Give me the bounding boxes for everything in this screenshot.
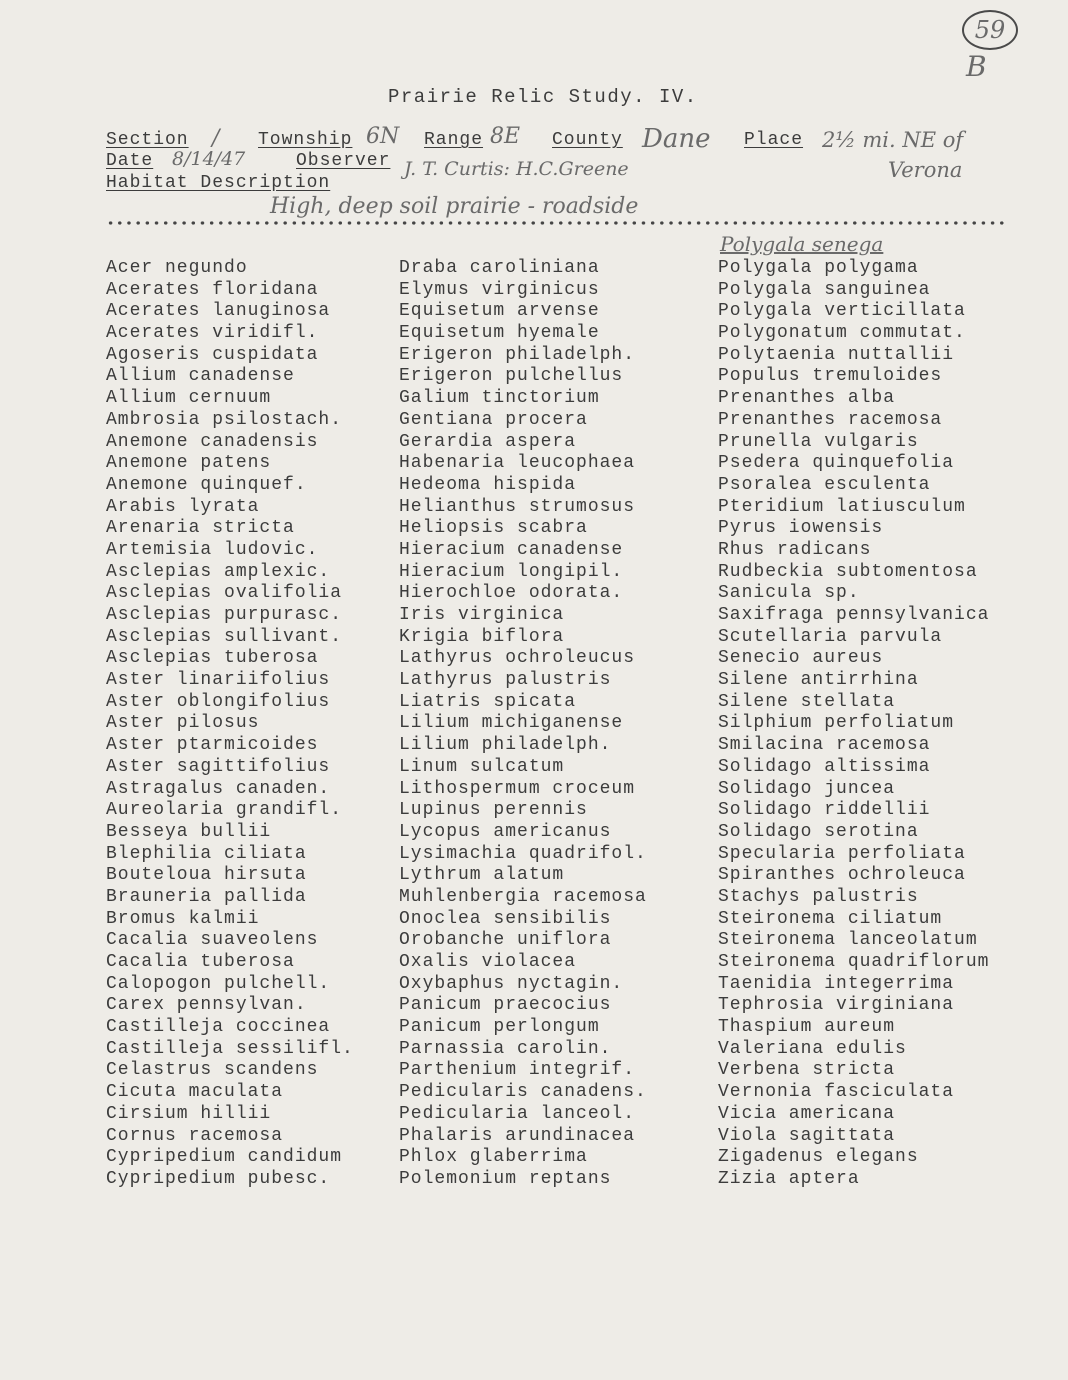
species-entry: Pyrus iowensis [718, 518, 884, 539]
species-entry: Lythrum alatum [399, 865, 565, 886]
species-entry: Draba caroliniana [399, 258, 600, 278]
species-entry: Valeriana edulis [718, 1038, 907, 1059]
species-entry: Lilium michiganense [399, 713, 624, 734]
species-entry: Prenanthes racemosa [718, 409, 943, 430]
species-entry: Solidago serotina [718, 821, 919, 842]
species-entry: Iris virginica [399, 605, 565, 625]
species-entry: Polygala polygama [718, 258, 919, 278]
species-entry: Vernonia fasciculata [718, 1082, 955, 1103]
species-entry: Aster pilosus [106, 713, 260, 734]
species-entry: Verbena stricta [718, 1060, 896, 1081]
species-entry: Taenidia integerrima [718, 973, 955, 994]
species-entry: Orobanche uniflora [399, 930, 612, 951]
species-entry: Vicia americana [718, 1103, 896, 1124]
species-entry: Habenaria leucophaea [399, 453, 636, 474]
species-entry: Polygala verticillata [718, 301, 966, 322]
dotted-separator [106, 220, 1006, 226]
species-entry: Asclepias tuberosa [106, 648, 319, 669]
date-value: 8/14/47 [172, 148, 246, 170]
observer-value: J. T. Curtis: H.C.Greene [404, 158, 629, 180]
species-entry: Cacalia suaveolens [106, 930, 319, 951]
place-label: Place [744, 130, 804, 150]
observer-label: Observer [296, 151, 391, 171]
range-value: 8E [490, 124, 521, 149]
species-entry: Cypripedium candidum [106, 1147, 343, 1168]
species-entry: Parthenium integrif. [399, 1060, 636, 1081]
species-entry: Cypripedium pubesc. [106, 1168, 331, 1189]
species-entry: Aster sagittifolius [106, 756, 331, 777]
species-entry: Prunella vulgaris [718, 431, 919, 452]
species-entry: Psoralea esculenta [718, 474, 931, 495]
species-entry: Cacalia tuberosa [106, 952, 295, 972]
species-column-3 [718, 258, 989, 1191]
species-entry: Astragalus canaden. [106, 778, 331, 799]
species-entry: Asclepias purpurasc. [106, 605, 343, 625]
species-entry: Galium tinctorium [399, 388, 600, 409]
species-entry: Silphium perfoliatum [718, 713, 955, 734]
species-column-1 [106, 258, 354, 1191]
species-entry: Pedicularis canadens. [399, 1082, 647, 1103]
county-value: Dane [642, 124, 711, 154]
species-entry: Agoseris cuspidata [106, 344, 319, 365]
township-value: 6N [366, 124, 400, 149]
species-entry: Asclepias sullivant. [106, 626, 343, 647]
species-entry: Polemonium reptans [399, 1168, 612, 1189]
species-entry: Steironema ciliatum [718, 908, 943, 929]
page-number: 59 [974, 16, 1006, 44]
page-number-circle [962, 10, 1018, 50]
species-entry: Aster oblongifolius [106, 691, 331, 712]
species-entry: Panicum praecocius [399, 995, 612, 1016]
species-entry: Asclepias ovalifolia [106, 583, 343, 604]
species-entry: Hedeoma hispida [399, 474, 577, 495]
species-entry: Polytaenia nuttallii [718, 344, 955, 365]
handwritten-addition: Polygala senega [720, 232, 884, 256]
species-entry: Acerates viridifl. [106, 323, 319, 344]
species-entry: Specularia perfoliata [718, 843, 966, 864]
species-entry: Asclepias amplexic. [106, 561, 331, 582]
species-entry: Saxifraga pennsylvanica [718, 605, 990, 625]
species-entry: Acer negundo [106, 258, 248, 278]
species-entry: Cirsium hillii [106, 1103, 272, 1124]
species-entry: Arenaria stricta [106, 518, 295, 539]
species-entry: Polygonatum commutat. [718, 323, 966, 344]
township-label: Township [258, 130, 353, 150]
species-entry: Populus tremuloides [718, 366, 943, 387]
species-entry: Hieracium canadense [399, 539, 624, 560]
species-entry: Erigeron philadelph. [399, 344, 636, 365]
species-entry: Castilleja coccinea [106, 1017, 331, 1038]
species-entry: Lupinus perennis [399, 800, 588, 821]
species-entry: Anemone quinquef. [106, 474, 307, 495]
section-label: Section [106, 130, 189, 150]
species-entry: Rudbeckia subtomentosa [718, 561, 978, 582]
species-entry: Linum sulcatum [399, 756, 565, 777]
species-entry: Zizia aptera [718, 1168, 860, 1189]
species-entry: Senecio aureus [718, 648, 884, 669]
species-entry: Besseya bullii [106, 821, 272, 842]
species-entry: Silene antirrhina [718, 670, 919, 691]
species-entry: Lycopus americanus [399, 821, 612, 842]
page-title: Prairie Relic Study. IV. [388, 86, 698, 108]
place-value-line2: Verona [888, 158, 963, 182]
species-entry: Heliopsis scabra [399, 518, 588, 539]
species-entry: Blephilia ciliata [106, 843, 307, 864]
species-entry: Silene stellata [718, 691, 896, 712]
species-entry: Cicuta maculata [106, 1082, 284, 1103]
species-entry: Allium canadense [106, 366, 295, 387]
species-entry: Allium cernuum [106, 388, 272, 409]
species-entry: Aureolaria grandifl. [106, 800, 343, 821]
species-entry: Bromus kalmii [106, 908, 260, 929]
species-entry: Pteridium latiusculum [718, 496, 966, 517]
county-label: County [552, 130, 623, 150]
species-entry: Muhlenbergia racemosa [399, 886, 647, 907]
species-entry: Oxybaphus nyctagin. [399, 973, 624, 994]
species-entry: Calopogon pulchell. [106, 973, 331, 994]
habitat-value: High, deep soil prairie - roadside [270, 194, 639, 219]
species-entry: Arabis lyrata [106, 496, 260, 517]
species-entry: Solidago altissima [718, 756, 931, 777]
species-entry: Polygala sanguinea [718, 279, 931, 300]
species-entry: Oxalis violacea [399, 952, 577, 972]
species-entry: Erigeron pulchellus [399, 366, 624, 387]
species-entry: Spiranthes ochroleuca [718, 865, 966, 886]
species-entry: Zigadenus elegans [718, 1147, 919, 1168]
section-value: / [212, 126, 220, 151]
species-entry: Scutellaria parvula [718, 626, 943, 647]
species-entry: Onoclea sensibilis [399, 908, 612, 929]
place-value-line1: 2½ mi. NE of [822, 128, 964, 152]
species-entry: Carex pennsylvan. [106, 995, 307, 1016]
species-entry: Steironema quadriflorum [718, 952, 990, 972]
species-entry: Phalaris arundinacea [399, 1125, 636, 1146]
species-entry: Gerardia aspera [399, 431, 577, 452]
corner-letter: B [966, 50, 987, 83]
species-column-2 [399, 258, 647, 1191]
species-entry: Lathyrus ochroleucus [399, 648, 636, 669]
species-entry: Parnassia carolin. [399, 1038, 612, 1059]
species-entry: Rhus radicans [718, 539, 872, 560]
species-entry: Celastrus scandens [106, 1060, 319, 1081]
species-entry: Anemone canadensis [106, 431, 319, 452]
species-entry: Anemone patens [106, 453, 272, 474]
species-entry: Lysimachia quadrifol. [399, 843, 647, 864]
species-entry: Aster linariifolius [106, 670, 331, 691]
species-entry: Hieracium longipil. [399, 561, 624, 582]
date-label: Date [106, 151, 154, 171]
species-entry: Pedicularia lanceol. [399, 1103, 636, 1124]
species-entry: Cornus racemosa [106, 1125, 284, 1146]
habitat-label: Habitat Description [106, 173, 331, 193]
species-entry: Gentiana procera [399, 409, 588, 430]
species-entry: Bouteloua hirsuta [106, 865, 307, 886]
species-entry: Hierochloe odorata. [399, 583, 624, 604]
species-entry: Smilacina racemosa [718, 735, 931, 756]
species-entry: Thaspium aureum [718, 1017, 896, 1038]
species-entry: Castilleja sessilifl. [106, 1038, 354, 1059]
species-entry: Aster ptarmicoides [106, 735, 319, 756]
species-entry: Equisetum arvense [399, 301, 600, 322]
species-entry: Equisetum hyemale [399, 323, 600, 344]
species-entry: Tephrosia virginiana [718, 995, 955, 1016]
species-entry: Steironema lanceolatum [718, 930, 978, 951]
species-entry: Krigia biflora [399, 626, 565, 647]
species-entry: Helianthus strumosus [399, 496, 636, 517]
species-entry: Panicum perlongum [399, 1017, 600, 1038]
species-entry: Lithospermum croceum [399, 778, 636, 799]
species-entry: Lathyrus palustris [399, 670, 612, 691]
species-entry: Stachys palustris [718, 886, 919, 907]
species-entry: Lilium philadelph. [399, 735, 612, 756]
species-entry: Acerates lanuginosa [106, 301, 331, 322]
species-entry: Solidago juncea [718, 778, 896, 799]
species-entry: Sanicula sp. [718, 583, 860, 604]
species-entry: Prenanthes alba [718, 388, 896, 409]
range-label: Range [424, 130, 484, 150]
species-entry: Ambrosia psilostach. [106, 409, 343, 430]
species-entry: Brauneria pallida [106, 886, 307, 907]
species-entry: Artemisia ludovic. [106, 539, 319, 560]
species-entry: Elymus virginicus [399, 279, 600, 300]
species-entry: Psedera quinquefolia [718, 453, 955, 474]
species-entry: Solidago riddellii [718, 800, 931, 821]
species-entry: Liatris spicata [399, 691, 577, 712]
species-entry: Acerates floridana [106, 279, 319, 300]
species-entry: Phlox glaberrima [399, 1147, 588, 1168]
species-entry: Viola sagittata [718, 1125, 896, 1146]
